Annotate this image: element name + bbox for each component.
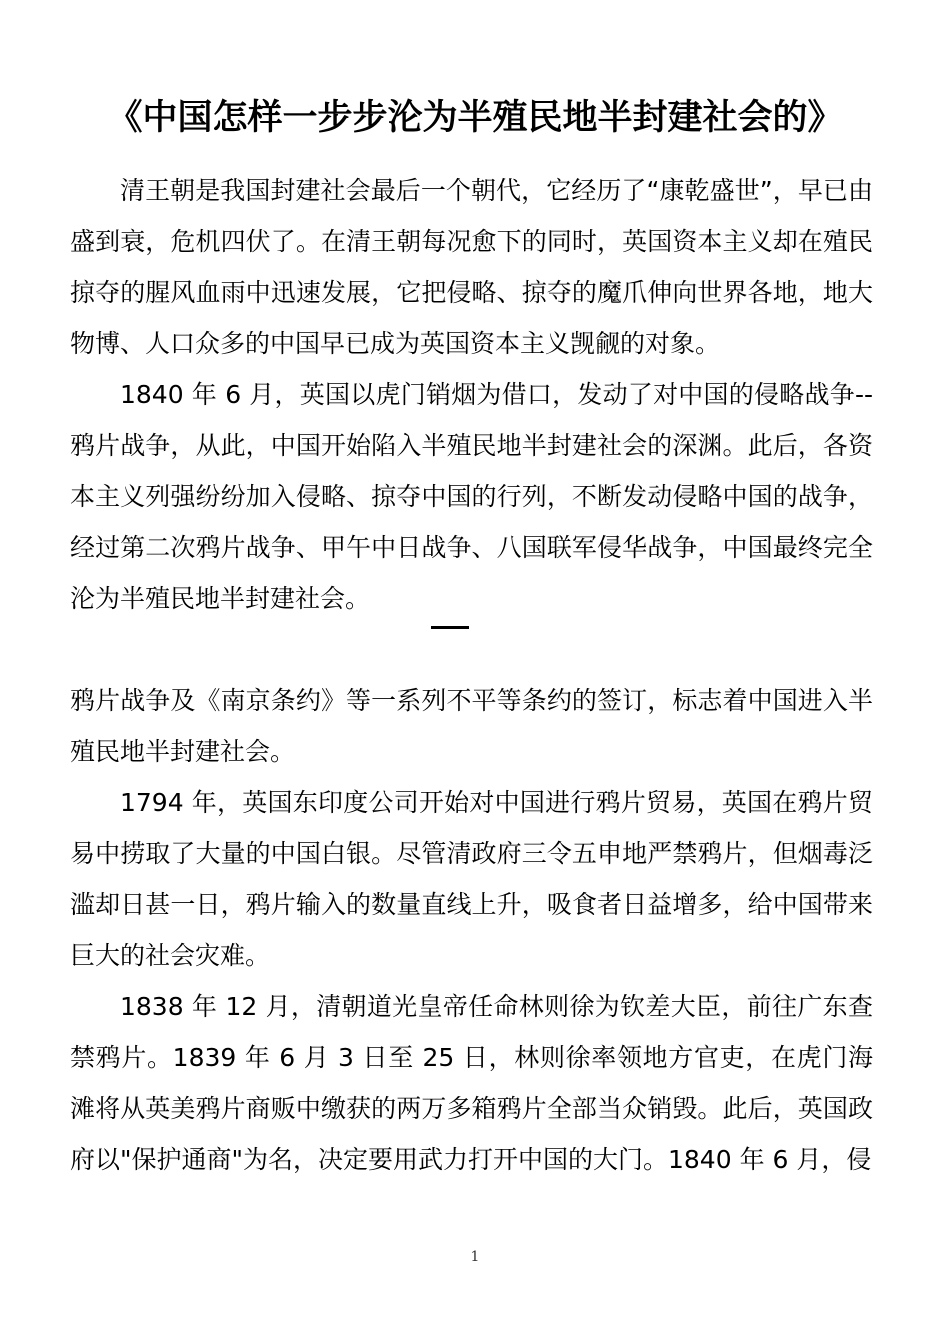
section-intro	[70, 165, 873, 624]
section-one	[70, 675, 873, 1185]
paragraph-opium-trade-1794: 1794 年，英国东印度公司开始对中国进行鸦片贸易，英国在鸦片贸易中捞取了大量的中国白银。尽管清政府三令五申地严禁鸦片，但烟毒泛滥却日甚一日，鸦片输入的数量直线上升，吸食者日益增多，给中国带来巨大的社会灾难。	[70, 788, 873, 970]
paragraph-treaty-of-nanjing: 鸦片战争及《南京条约》等一系列不平等条约的签订，标志着中国进入半殖民地半封建社会。	[70, 686, 873, 766]
paragraph-lin-zexu-1838: 1838 年 12 月，清朝道光皇帝任命林则徐为钦差大臣，前往广东查禁鸦片。1839 年 6 月 3 日至 25 日，林则徐率领地方官吏，在虎门海滩将从英美鸦片商贩中缴获的两万多箱鸦片全部当众销毁。此后，英国政府以"保护通商"为名，决定要用武力打开中国的大门。1840 年 6 月，侵	[70, 992, 873, 1174]
document-title: 《中国怎样一步步沦为半殖民地半封建社会的》	[107, 98, 843, 138]
paragraph-opium-war-1840: 1840 年 6 月，英国以虎门销烟为借口，发动了对中国的侵略战争--鸦片战争，从此，中国开始陷入半殖民地半封建社会的深渊。此后，各资本主义列强纷纷加入侵略、掠夺中国的行列，不断发动侵略中国的战争，经过第二次鸦片战争、甲午中日战争、八国联军侵华战争，中国最终完全沦为半殖民地半封建社会。	[70, 380, 873, 613]
paragraph-qing-dynasty: 清王朝是我国封建社会最后一个朝代，它经历了“康乾盛世”，早已由盛到衰，危机四伏了。在清王朝每况愈下的同时，英国资本主义却在殖民掠夺的腥风血雨中迅速发展，它把侵略、掠夺的魔爪伸向世界各地，地大物博、人口众多的中国早已成为英国资本主义觊觎的对象。	[70, 176, 873, 358]
page-number: 1	[470, 1249, 480, 1265]
section-divider	[431, 626, 469, 629]
